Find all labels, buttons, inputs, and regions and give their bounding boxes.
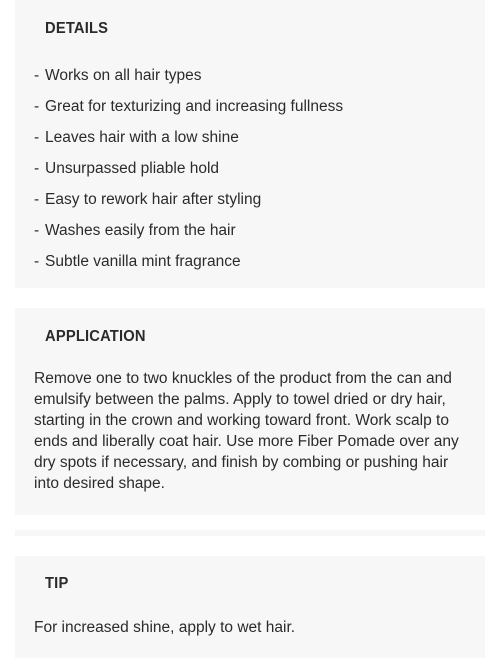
section-divider <box>15 530 485 536</box>
details-list-item: - Unsurpassed pliable hold <box>34 160 220 177</box>
details-item-text: Washes easily from the hair <box>45 222 236 239</box>
details-list-item: - Subtle vanilla mint fragrance <box>34 253 241 270</box>
tip-text: For increased shine, apply to wet hair. <box>34 619 296 636</box>
tip-section <box>15 556 485 658</box>
details-section <box>15 0 485 288</box>
application-instructions: Remove one to two knuckles of the product from the can and emulsify between the palms. Apply to towel dried or dry hair, starting in the crown and working toward front. Work scalp to ends and liberally coat hair. Use more Fiber Pomade over any dry spots if necessary, and finish by combing or pushing hair into desired shape. <box>34 370 459 492</box>
details-list-item: - Easy to rework hair after styling <box>34 191 262 208</box>
details-item-text: Works on all hair types <box>45 67 202 84</box>
tip-heading: TIP <box>45 575 69 592</box>
details-item-text: Great for texturizing and increasing fullness <box>45 98 344 115</box>
details-heading: DETAILS <box>45 20 109 37</box>
details-item-text: Unsurpassed pliable hold <box>45 160 220 177</box>
details-item-text: Leaves hair with a low shine <box>45 129 239 146</box>
details-item-text: Easy to rework hair after styling <box>45 191 262 208</box>
details-list-item: - Works on all hair types <box>34 67 202 84</box>
details-list-item: - Great for texturizing and increasing fullness <box>34 98 344 115</box>
application-heading: APPLICATION <box>45 328 146 345</box>
details-item-text: Subtle vanilla mint fragrance <box>45 253 241 270</box>
details-list-item: - Washes easily from the hair <box>34 222 236 239</box>
application-section <box>15 308 485 515</box>
details-list-item: - Leaves hair with a low shine <box>34 129 239 146</box>
details-list <box>34 60 343 277</box>
